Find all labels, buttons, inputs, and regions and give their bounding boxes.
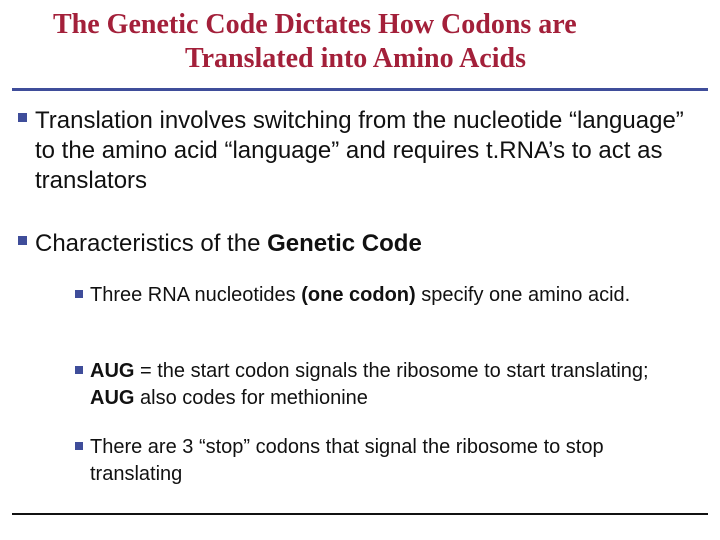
sub-bullet-start-codon-suffix: also codes for methionine: [134, 387, 368, 409]
bullet-characteristics: [0, 229, 720, 259]
genetic-code-term: Genetic Code: [267, 230, 422, 257]
aug-term: AUG: [90, 360, 135, 382]
bullet-translation-text: Translation involves switching from the nucleotide “language” to the amino acid “language” and requires t.RNA’s to act as translators: [35, 107, 684, 194]
one-codon-term: (one codon): [301, 284, 416, 306]
bullet-characteristics-text: [0, 229, 720, 259]
slide-title-line-1: The Genetic Code Dictates How Codons are: [53, 9, 577, 40]
sub-bullet-stop-codons: [0, 434, 720, 488]
bullet-characteristics-prefix: Characteristics of the: [35, 230, 268, 257]
slide-title: [0, 8, 720, 76]
square-bullet-icon: [75, 290, 83, 298]
title-divider: [12, 88, 708, 91]
sub-bullet-codon-prefix: Three RNA nucleotides: [90, 284, 302, 306]
slide-title-line-2: Translated into Amino Acids: [185, 43, 526, 74]
square-bullet-icon: [75, 442, 83, 450]
aug-term-2: AUG: [90, 387, 135, 409]
square-bullet-icon: [75, 366, 83, 374]
sub-bullet-start-codon: [0, 358, 720, 412]
sub-bullet-codon-text: [0, 282, 720, 309]
bullet-translation: [0, 106, 720, 196]
sub-bullet-codon-suffix: specify one amino acid.: [415, 284, 631, 306]
square-bullet-icon: [18, 236, 27, 245]
footer-divider: [12, 513, 708, 515]
sub-bullet-start-codon-middle: = the start codon signals the ribosome to start translating;: [134, 360, 649, 382]
sub-bullet-stop-codons-text: There are 3 “stop” codons that signal the ribosome to stop translating: [90, 436, 604, 485]
sub-bullet-start-codon-text: [0, 358, 720, 412]
square-bullet-icon: [18, 113, 27, 122]
sub-bullet-codon: [0, 282, 720, 309]
